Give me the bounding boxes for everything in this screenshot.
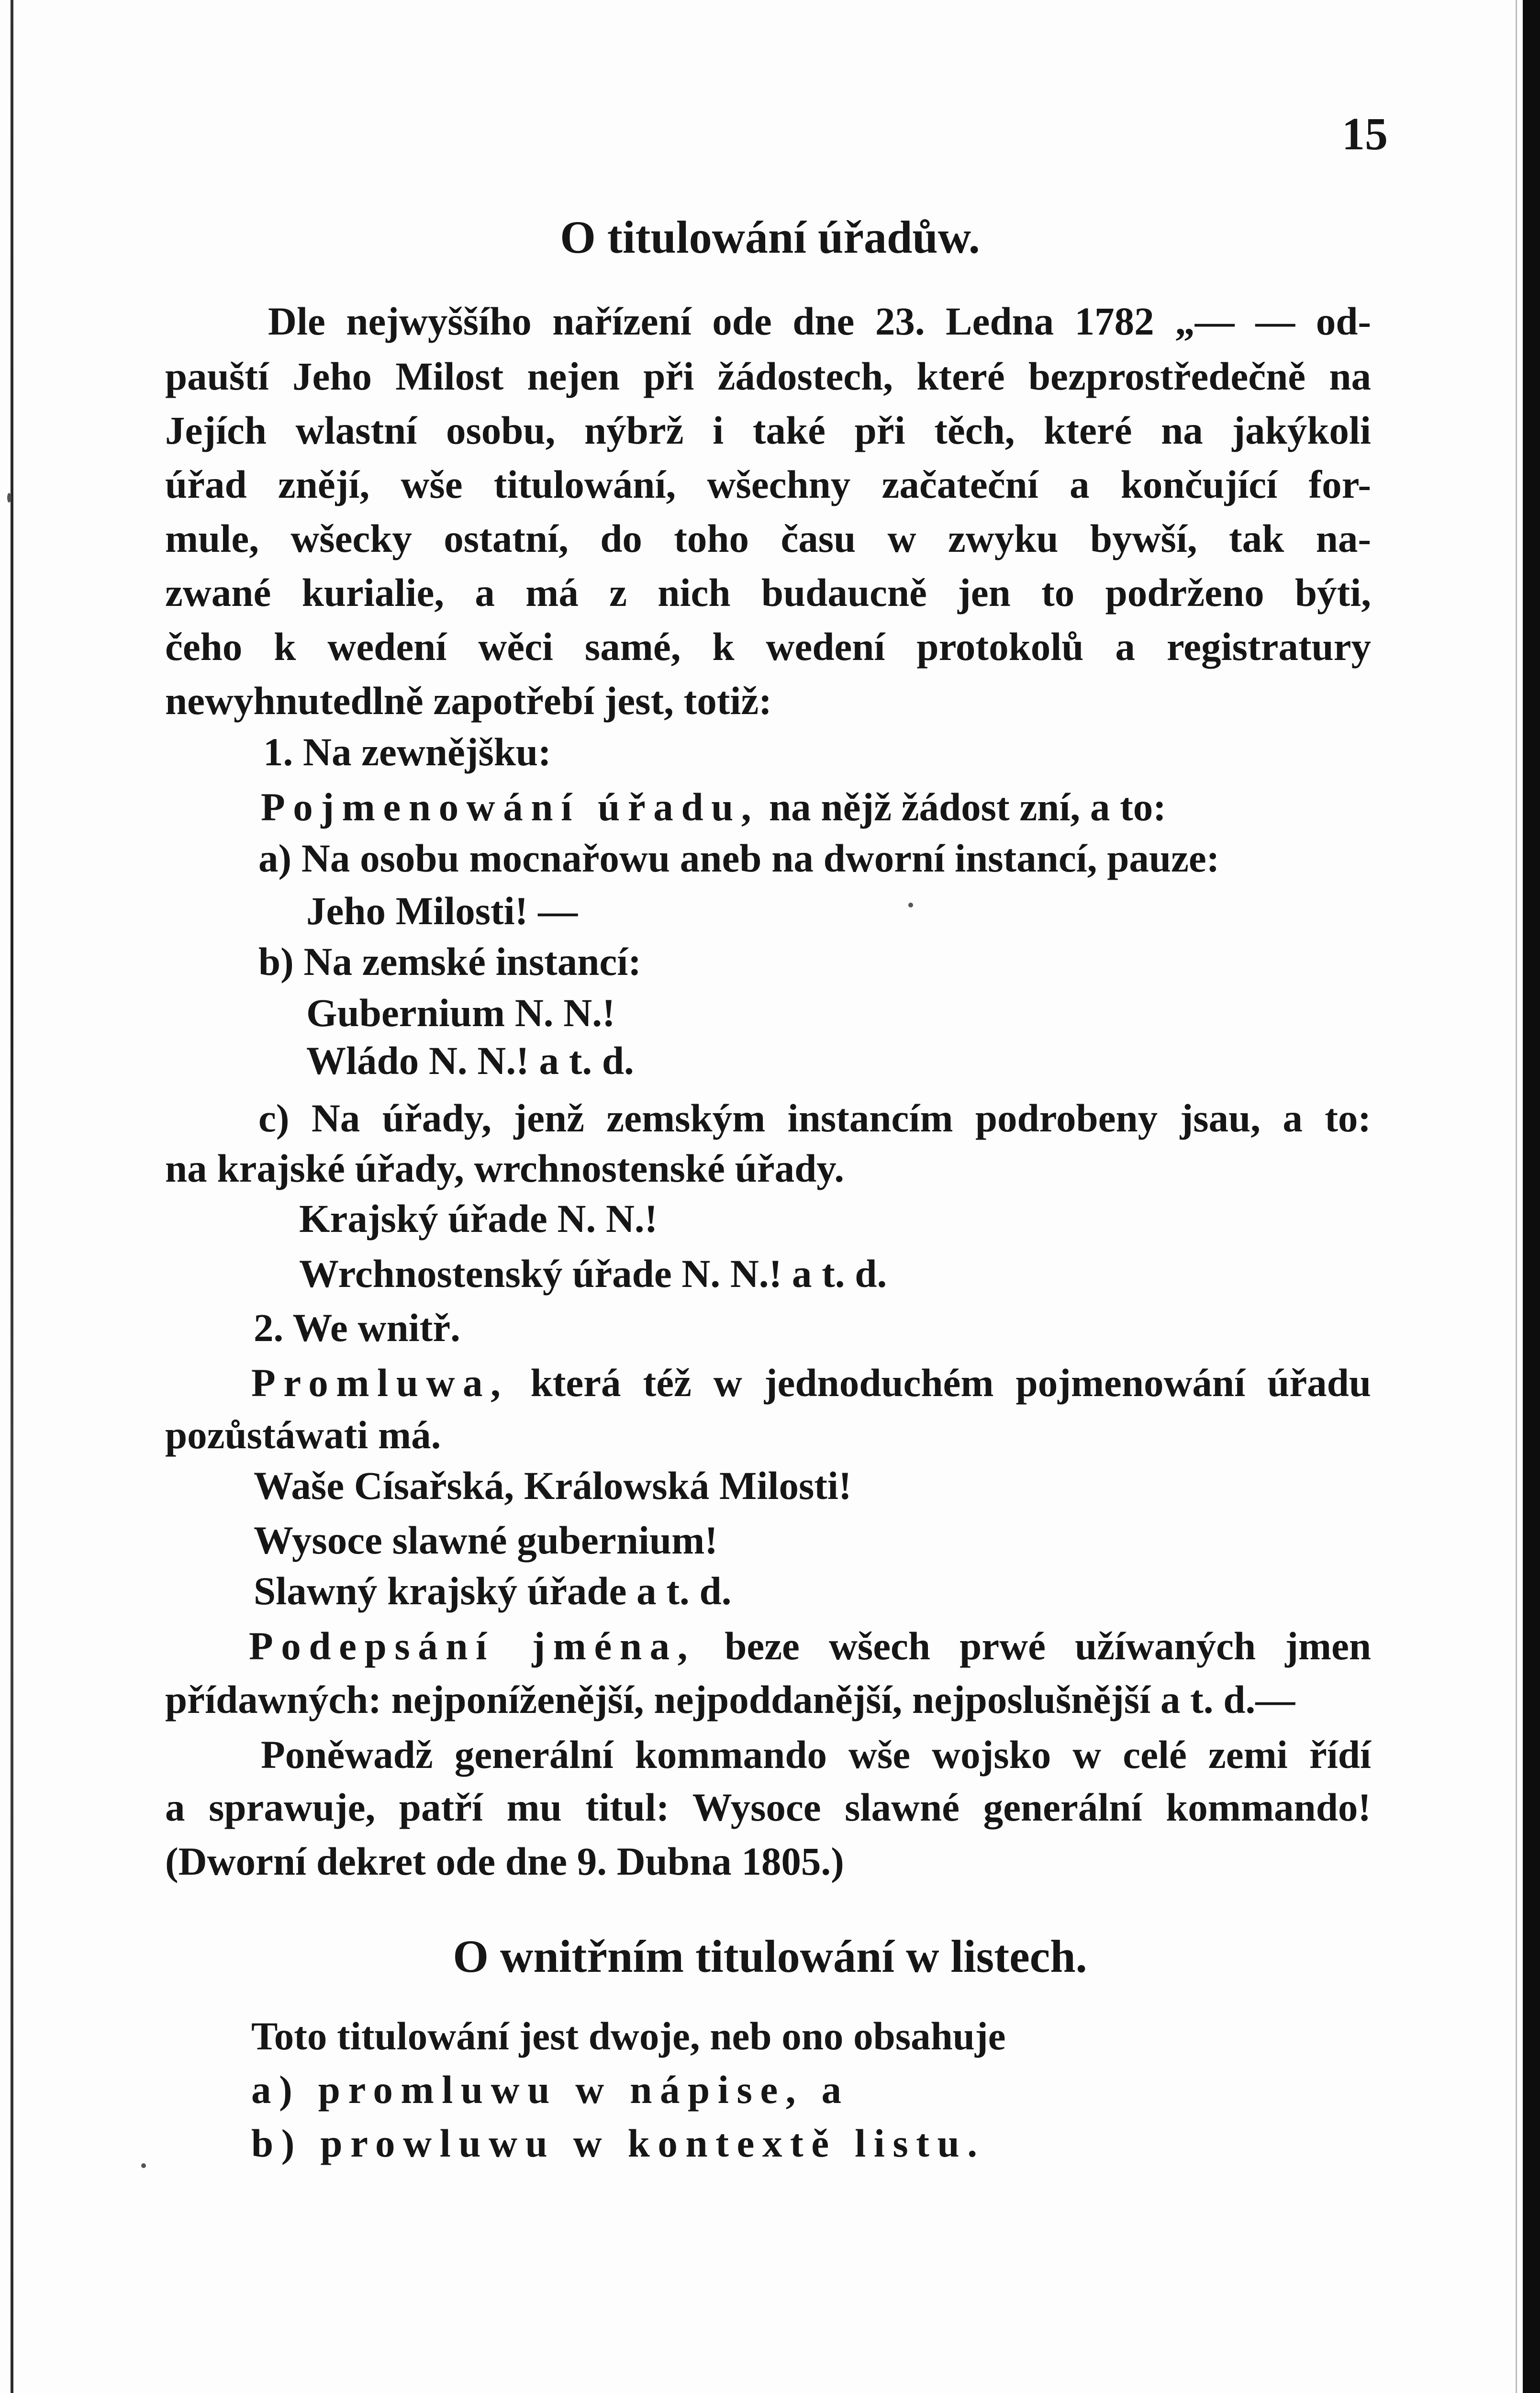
item-1-label: 1. Na zewnějšku: bbox=[263, 730, 551, 774]
item-2-promluwa-line bbox=[251, 1363, 1371, 1403]
example-address-3: Slawný krajský úřade a t. d. bbox=[254, 1569, 732, 1613]
subitem-c: c) Na úřady, jenž zemským instancím podrobeny jsau, a to: bbox=[258, 1096, 1371, 1140]
item-1-line bbox=[261, 787, 1166, 827]
subitem-c-continued: na krajské úřady, wrchnostenské úřady. bbox=[165, 1146, 844, 1190]
section2-intro: Toto titulowání jest dwoje, neb ono obsahuje bbox=[251, 2014, 1006, 2058]
paragraph-line: Jejích wlastní osobu, nýbrž i také při těch, které na jakýkoli bbox=[165, 408, 1371, 452]
scan-edge-right bbox=[1523, 0, 1540, 2393]
subitem-b-example-1: Gubernium N. N.! bbox=[306, 991, 615, 1035]
subitem-c-example-1: Krajský úřade N. N.! bbox=[299, 1196, 658, 1241]
scan-edge-right-line bbox=[1516, 0, 1517, 2393]
promluwa-continued: pozůstáwati má. bbox=[165, 1413, 441, 1457]
paragraph-line: a sprawuje, patří mu titul: Wysoce slawné generální kommando! bbox=[165, 1785, 1371, 1829]
scan-speck bbox=[908, 903, 913, 907]
subitem-a-example: Jeho Milosti! — bbox=[306, 889, 578, 933]
scan-speck bbox=[7, 493, 11, 503]
subitem-b: b) Na zemské instancí: bbox=[258, 939, 641, 984]
scan-speck bbox=[141, 2163, 146, 2168]
item-1-rest: na nějž žádost zní, a to: bbox=[769, 785, 1166, 829]
subitem-b-example-2: Wládo N. N.! a t. d. bbox=[306, 1039, 634, 1083]
paragraph-line: úřad znějí, wše titulowání, wšechny začateční a končující for- bbox=[165, 462, 1371, 506]
section2-item-a: a) promluwu w nápise, a bbox=[251, 2068, 849, 2112]
example-address-2: Wysoce slawné gubernium! bbox=[254, 1518, 718, 1562]
paragraph-line: Poněwadž generální kommando wše wojsko w celé zemi řídí bbox=[261, 1733, 1371, 1777]
promluwa-rest: která též w jednoduchém pojmenowání úřadu bbox=[530, 1361, 1372, 1405]
section-heading-titulovani-uradu: O titulowání úřadůw. bbox=[560, 212, 980, 263]
spaced-term-pojmenovani: Pojmenowání úřadu, bbox=[261, 785, 759, 829]
spaced-term-promluwa: Promluwa, bbox=[251, 1361, 509, 1405]
item-2-label: 2. We wnitř. bbox=[254, 1306, 460, 1350]
paragraph-line: mule, wšecky ostatní, do toho času w zwyku bywší, tak na- bbox=[165, 516, 1371, 560]
scan-edge-left bbox=[11, 0, 13, 2393]
paragraph-line: newyhnutedlně zapotřebí jest, totiž: bbox=[165, 679, 772, 723]
section-heading-wnitrni-titulovani: O wnitřním titulowání w listech. bbox=[453, 1931, 1087, 1982]
paragraph-line: zwané kurialie, a má z nich budaucně jen to podrženo býti, bbox=[165, 570, 1371, 615]
podepsani-line bbox=[249, 1626, 1371, 1666]
paragraph-line: čeho k wedení wěci samé, k wedení protokolů a registratury bbox=[165, 625, 1371, 669]
example-address-1: Waše Císařská, Králowská Milosti! bbox=[254, 1464, 852, 1508]
section2-item-b: b) prowluwu w kontextě listu. bbox=[251, 2121, 985, 2165]
podepsani-continued: přídawných: nejponíženější, nejpoddanější, nejposlušnější a t. d.— bbox=[165, 1677, 1295, 1722]
paragraph-line: pauští Jeho Milost nejen při žádostech, které bezprostředečně na bbox=[165, 354, 1371, 398]
spaced-term-podepsani: Podepsání jména, bbox=[249, 1624, 696, 1668]
paragraph-line: (Dworní dekret ode dne 9. Dubna 1805.) bbox=[165, 1839, 844, 1883]
subitem-c-example-2: Wrchnostenský úřade N. N.! a t. d. bbox=[299, 1252, 887, 1296]
podepsani-rest: beze wšech prwé užíwaných jmen bbox=[725, 1624, 1372, 1668]
subitem-a: a) Na osobu mocnařowu aneb na dworní instancí, pauze: bbox=[258, 836, 1220, 880]
paragraph-line: Dle nejwyššího nařízení ode dne 23. Ledna 1782 „— — od- bbox=[268, 299, 1371, 343]
page-number: 15 bbox=[1342, 108, 1388, 159]
